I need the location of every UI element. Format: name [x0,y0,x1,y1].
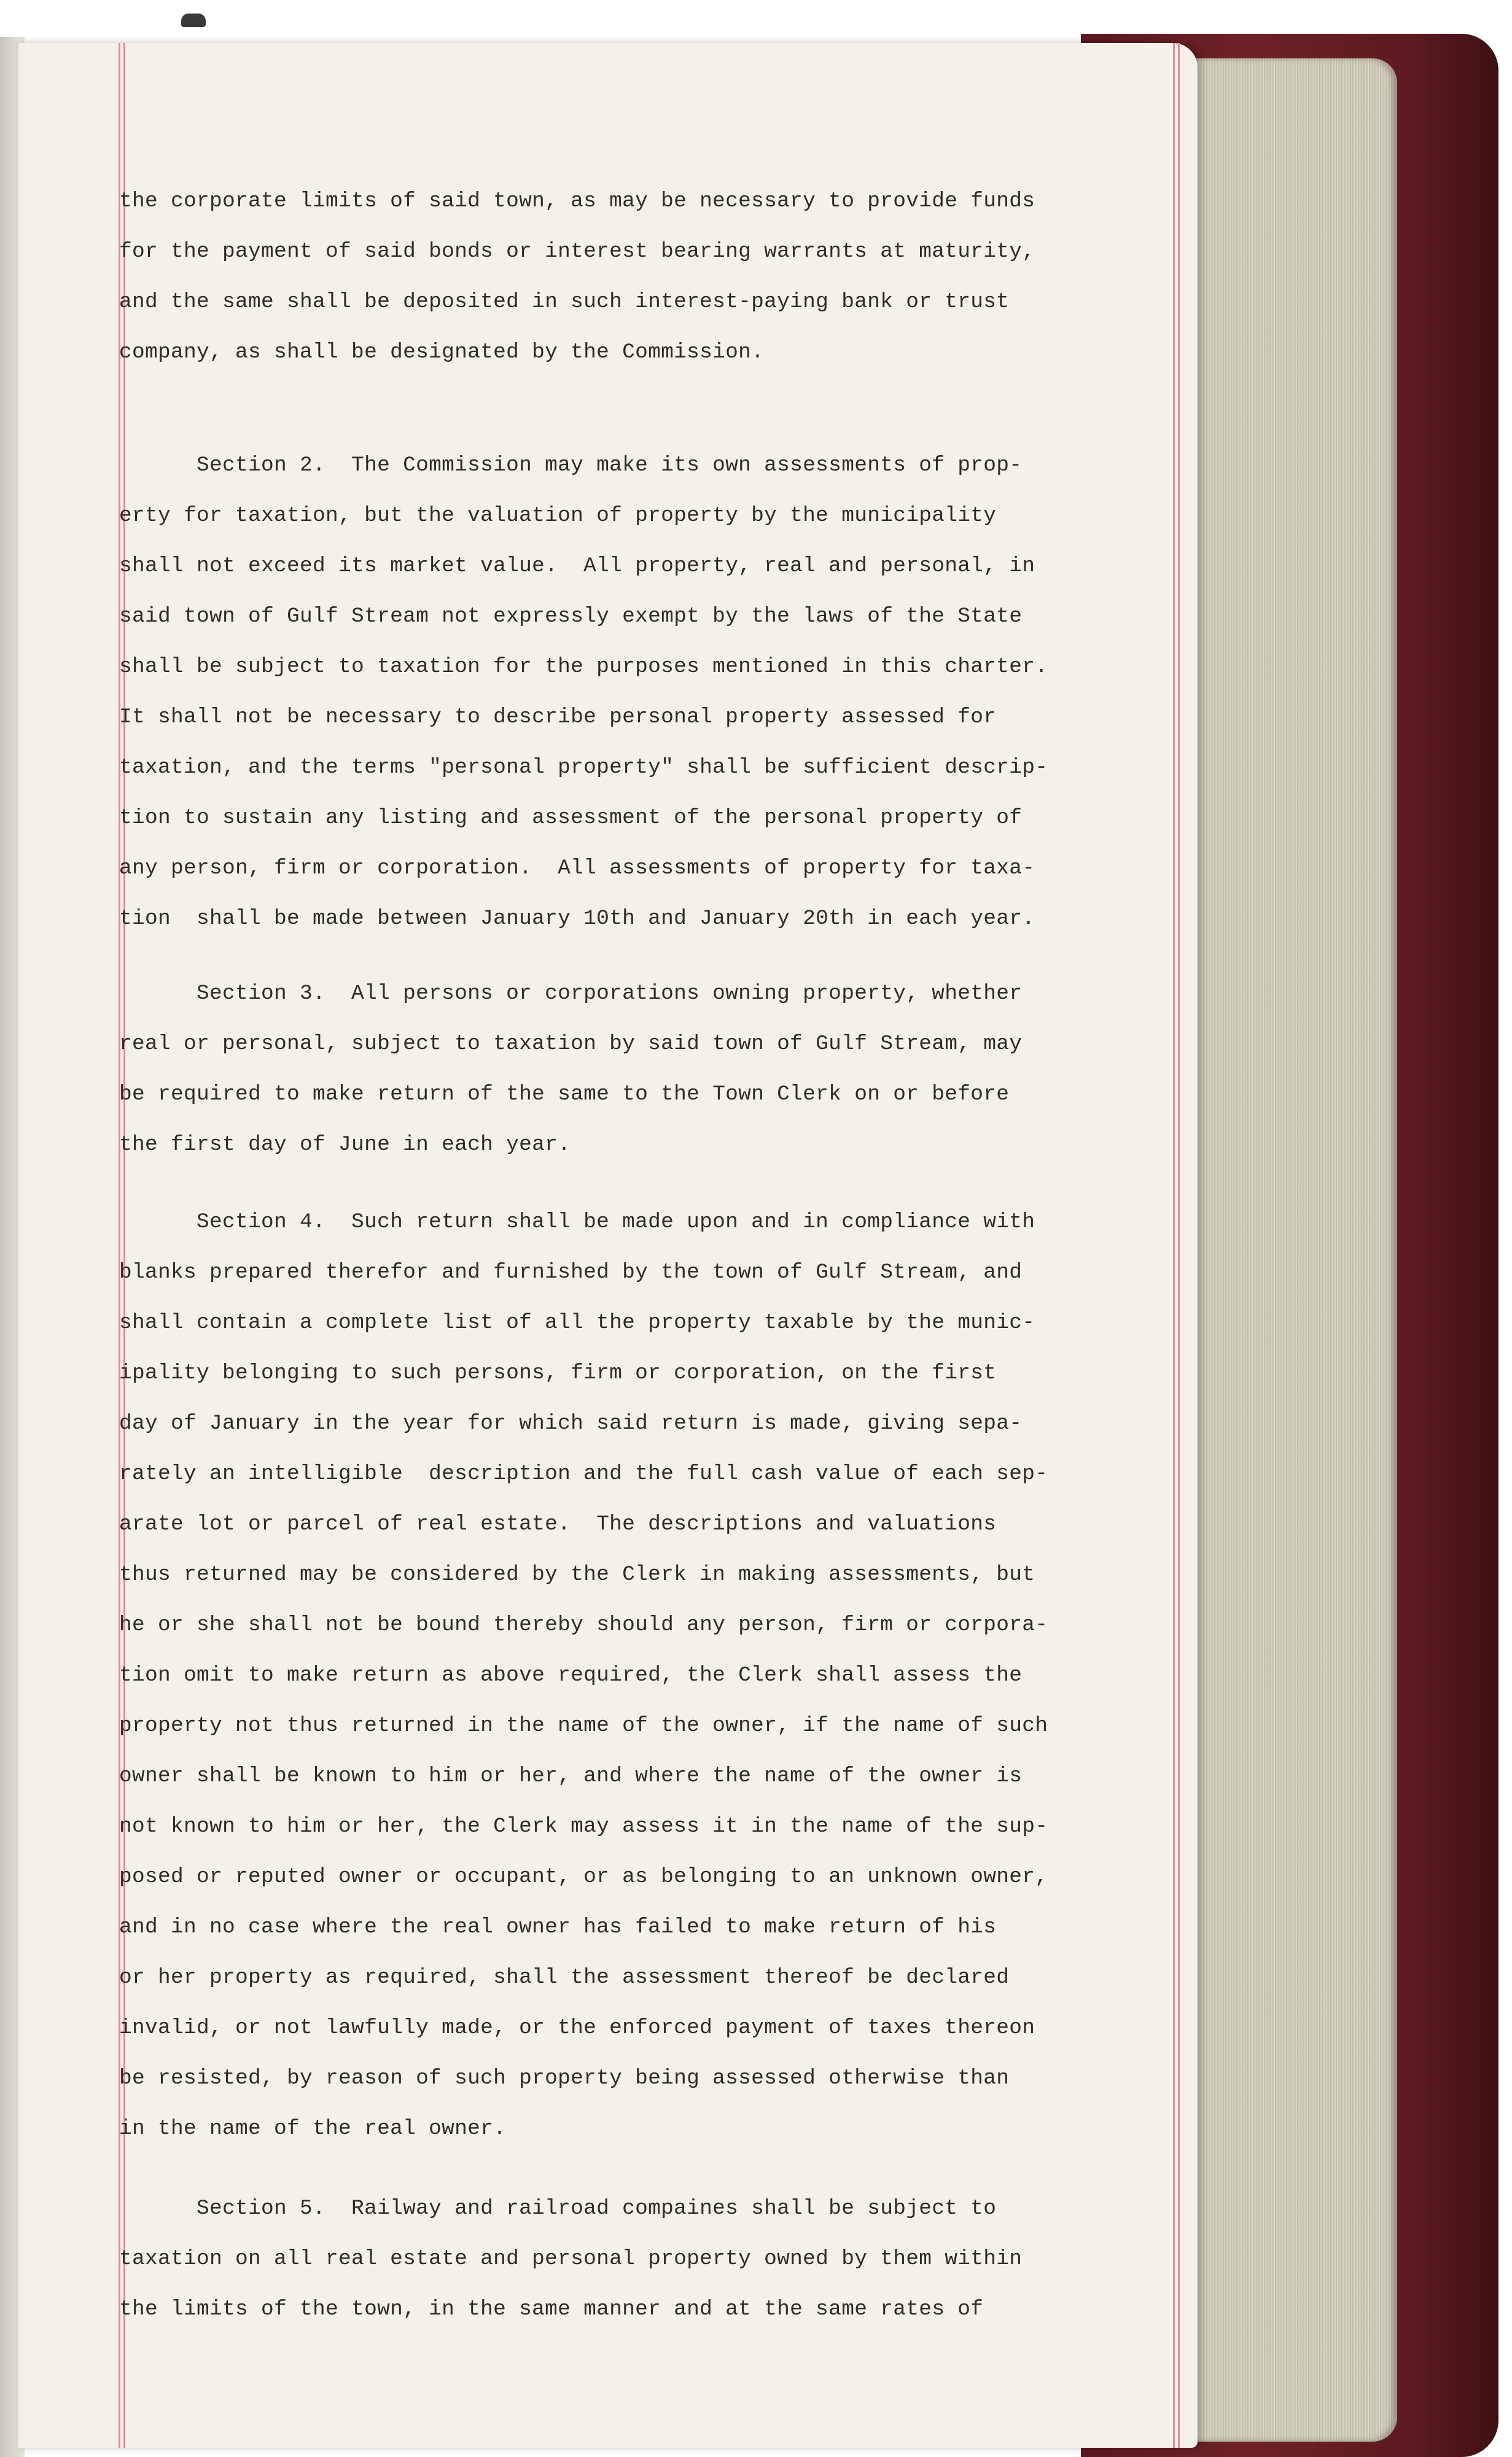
section-4-heading-line: Section 4. Such return shall be made upon and in compliance with [119,1210,1035,1234]
right-margin-rule [1173,43,1175,2448]
text-line: blanks prepared therefor and furnished by the town of Gulf Stream, and [119,1260,1023,1284]
text-line: shall not exceed its market value. All property, real and personal, in [119,554,1035,578]
text-line: real or personal, subject to taxation by said town of Gulf Stream, may [119,1032,1023,1056]
right-margin-rule [1178,43,1180,2448]
text-line: shall contain a complete list of all the property taxable by the munic- [119,1311,1035,1335]
text-line: in the name of the real owner. [119,2117,507,2141]
text-line: It shall not be necessary to describe personal property assessed for [119,705,997,729]
text-line: property not thus returned in the name of the owner, if the name of such [119,1714,1048,1738]
text-line: for the payment of said bonds or interest bearing warrants at maturity, [119,240,1035,264]
text-line: owner shall be known to him or her, and where the name of the owner is [119,1764,1023,1788]
text-line: company, as shall be designated by the Commission. [119,340,765,364]
text-line: day of January in the year for which said return is made, giving sepa- [119,1412,1023,1436]
text-line: ipality belonging to such persons, firm or corporation, on the first [119,1361,997,1385]
text-line: taxation, and the terms "personal property" shall be sufficient descrip- [119,756,1048,779]
text-line: the first day of June in each year. [119,1133,571,1157]
text-line: posed or reputed owner or occupant, or as belonging to an unknown owner, [119,1865,1048,1889]
text-line: taxation on all real estate and personal property owned by them within [119,2247,1023,2271]
text-line: be required to make return of the same to the Town Clerk on or before [119,1082,1010,1106]
text-line: rately an intelligible description and the full cash value of each sep- [119,1462,1048,1486]
text-line: the limits of the town, in the same manner and at the same rates of [119,2297,984,2321]
text-line: and in no case where the real owner has failed to make return of his [119,1915,997,1939]
text-line: he or she shall not be bound thereby should any person, firm or corpora- [119,1613,1048,1637]
text-line: be resisted, by reason of such property being assessed otherwise than [119,2066,1010,2090]
text-line: and the same shall be deposited in such interest-paying bank or trust [119,290,1010,314]
text-line: the corporate limits of said town, as may be necessary to provide funds [119,189,1035,213]
text-line: said town of Gulf Stream not expressly exempt by the laws of the State [119,604,1023,628]
text-line: invalid, or not lawfully made, or the enforced payment of taxes thereon [119,2016,1035,2040]
text-line: tion to sustain any listing and assessment of the personal property of [119,806,1023,830]
text-line: tion shall be made between January 10th and January 20th in each year. [119,907,1035,931]
text-line: any person, firm or corporation. All assessments of property for taxa- [119,856,1035,880]
text-line: arate lot or parcel of real estate. The descriptions and valuations [119,1512,997,1536]
section-3-heading-line: Section 3. All persons or corporations owning property, whether [119,982,1023,1006]
text-line: shall be subject to taxation for the purposes mentioned in this charter. [119,655,1048,679]
text-line: tion omit to make return as above required, the Clerk shall assess the [119,1663,1023,1687]
text-line: or her property as required, shall the assessment thereof be declared [119,1966,1010,1990]
text-line: erty for taxation, but the valuation of property by the municipality [119,504,997,528]
text-line: not known to him or her, the Clerk may assess it in the name of the sup- [119,1814,1048,1838]
text-line: thus returned may be considered by the Clerk in making assessments, but [119,1563,1035,1587]
section-5-heading-line: Section 5. Railway and railroad compaines shall be subject to [119,2197,997,2221]
clip-icon [181,14,206,27]
page-edges [1170,58,1397,2442]
section-2-heading-line: Section 2. The Commission may make its own assessments of prop- [119,453,1023,477]
